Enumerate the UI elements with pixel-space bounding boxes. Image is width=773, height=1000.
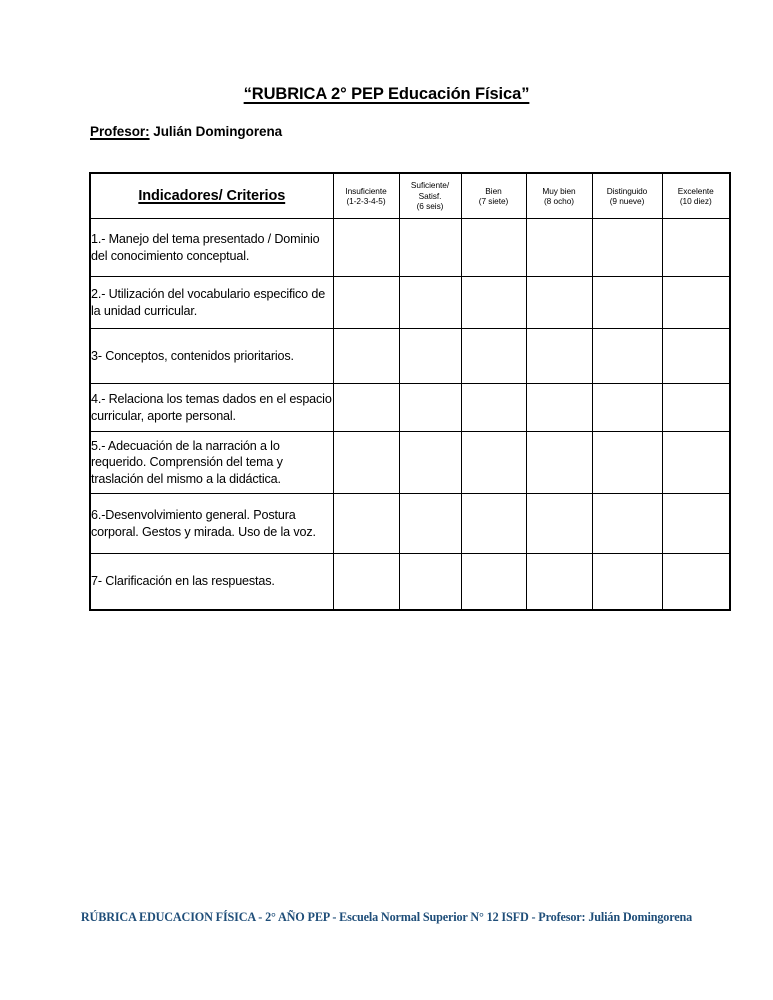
rating-cell-2-muy-bien[interactable] (526, 277, 592, 329)
scale-range: (1-2-3-4-5) (346, 196, 386, 206)
scale-range: (7 siete) (478, 196, 509, 206)
table-row (90, 554, 730, 610)
scale-name: Distinguido (606, 185, 648, 196)
rating-cell-7-suficiente[interactable] (399, 554, 461, 610)
rating-cell-4-bien[interactable] (461, 384, 526, 432)
table-header-row (90, 173, 730, 219)
rubric-table-head (90, 173, 730, 219)
rating-cell-2-bien[interactable] (461, 277, 526, 329)
professor-name: Julián Domingorena (153, 124, 283, 139)
rating-cell-2-insuficiente[interactable] (333, 277, 399, 329)
table-row (90, 432, 730, 494)
header-scale-insuficiente (333, 173, 399, 219)
rating-cell-5-bien[interactable] (461, 432, 526, 494)
rating-cell-2-suficiente[interactable] (399, 277, 461, 329)
rating-cell-1-muy-bien[interactable] (526, 219, 592, 277)
rating-cell-2-distinguido[interactable] (592, 277, 662, 329)
rating-cell-6-bien[interactable] (461, 494, 526, 554)
header-indicadores-criterios (90, 173, 333, 219)
criterion-cell-4: 4.- Relaciona los temas dados en el espacio curricular, aporte personal. (90, 384, 333, 432)
criterion-cell-7: 7- Clarificación en las respuestas. (90, 554, 333, 610)
rubric-table-body (90, 219, 730, 610)
rating-cell-4-suficiente[interactable] (399, 384, 461, 432)
scale-name: Bien (485, 185, 502, 196)
page-title (0, 85, 773, 104)
rating-cell-3-distinguido[interactable] (592, 329, 662, 384)
rating-cell-1-bien[interactable] (461, 219, 526, 277)
rating-cell-1-suficiente[interactable] (399, 219, 461, 277)
rating-cell-3-bien[interactable] (461, 329, 526, 384)
header-indicadores-criterios-text: Indicadores/ Criterios (138, 188, 286, 204)
table-row (90, 219, 730, 277)
rating-cell-7-distinguido[interactable] (592, 554, 662, 610)
header-scale-muy-bien (526, 173, 592, 219)
rating-cell-5-distinguido[interactable] (592, 432, 662, 494)
scale-range: Satisf. (418, 190, 442, 201)
criterion-cell-1: 1.- Manejo del tema presentado / Dominio del conocimiento conceptual. (90, 219, 333, 277)
table-row (90, 384, 730, 432)
scale-range: (9 nueve) (609, 196, 645, 206)
header-scale-suficiente (399, 173, 461, 219)
criterion-cell-2: 2.- Utilización del vocabulario especifico de la unidad curricular. (90, 277, 333, 329)
rating-cell-7-bien[interactable] (461, 554, 526, 610)
scale-name: Suficiente/ (410, 180, 450, 191)
rating-cell-5-muy-bien[interactable] (526, 432, 592, 494)
rating-cell-6-suficiente[interactable] (399, 494, 461, 554)
scale-line3: (6 seis) (416, 201, 444, 212)
professor-line (90, 124, 282, 139)
page-title-text: “RUBRICA 2° PEP Educación Física” (243, 85, 530, 103)
rating-cell-3-suficiente[interactable] (399, 329, 461, 384)
scale-name: Insuficiente (345, 185, 387, 196)
rating-cell-3-insuficiente[interactable] (333, 329, 399, 384)
rating-cell-5-suficiente[interactable] (399, 432, 461, 494)
rating-cell-7-insuficiente[interactable] (333, 554, 399, 610)
rating-cell-7-excelente[interactable] (662, 554, 730, 610)
criterion-cell-6: 6.-Desenvolvimiento general. Postura corporal. Gestos y mirada. Uso de la voz. (90, 494, 333, 554)
criterion-cell-5: 5.- Adecuación de la narración a lo requerido. Comprensión del tema y traslación del mismo a la didáctica. (90, 432, 333, 494)
table-row (90, 277, 730, 329)
rating-cell-3-excelente[interactable] (662, 329, 730, 384)
professor-label: Profesor: (90, 124, 150, 139)
rating-cell-2-excelente[interactable] (662, 277, 730, 329)
scale-range: (10 diez) (679, 196, 712, 206)
rating-cell-6-excelente[interactable] (662, 494, 730, 554)
rating-cell-6-insuficiente[interactable] (333, 494, 399, 554)
rating-cell-1-excelente[interactable] (662, 219, 730, 277)
page-footer: RÚBRICA EDUCACION FÍSICA - 2° AÑO PEP - Escuela Normal Superior N° 12 ISFD - Profesor: Julián Domingorena (80, 910, 693, 924)
rating-cell-3-muy-bien[interactable] (526, 329, 592, 384)
rating-cell-4-excelente[interactable] (662, 384, 730, 432)
scale-name: Excelente (677, 185, 714, 196)
header-scale-bien (461, 173, 526, 219)
header-scale-distinguido (592, 173, 662, 219)
table-row (90, 329, 730, 384)
rating-cell-4-distinguido[interactable] (592, 384, 662, 432)
rating-cell-6-muy-bien[interactable] (526, 494, 592, 554)
rating-cell-4-muy-bien[interactable] (526, 384, 592, 432)
rubric-table (89, 172, 731, 611)
criterion-cell-3: 3- Conceptos, contenidos prioritarios. (90, 329, 333, 384)
scale-name: Muy bien (542, 185, 576, 196)
rating-cell-6-distinguido[interactable] (592, 494, 662, 554)
rating-cell-5-insuficiente[interactable] (333, 432, 399, 494)
table-row (90, 494, 730, 554)
rubric-table-container (89, 172, 729, 611)
header-scale-excelente (662, 173, 730, 219)
rating-cell-5-excelente[interactable] (662, 432, 730, 494)
rating-cell-1-distinguido[interactable] (592, 219, 662, 277)
rating-cell-1-insuficiente[interactable] (333, 219, 399, 277)
scale-range: (8 ocho) (543, 196, 575, 206)
rating-cell-7-muy-bien[interactable] (526, 554, 592, 610)
rating-cell-4-insuficiente[interactable] (333, 384, 399, 432)
